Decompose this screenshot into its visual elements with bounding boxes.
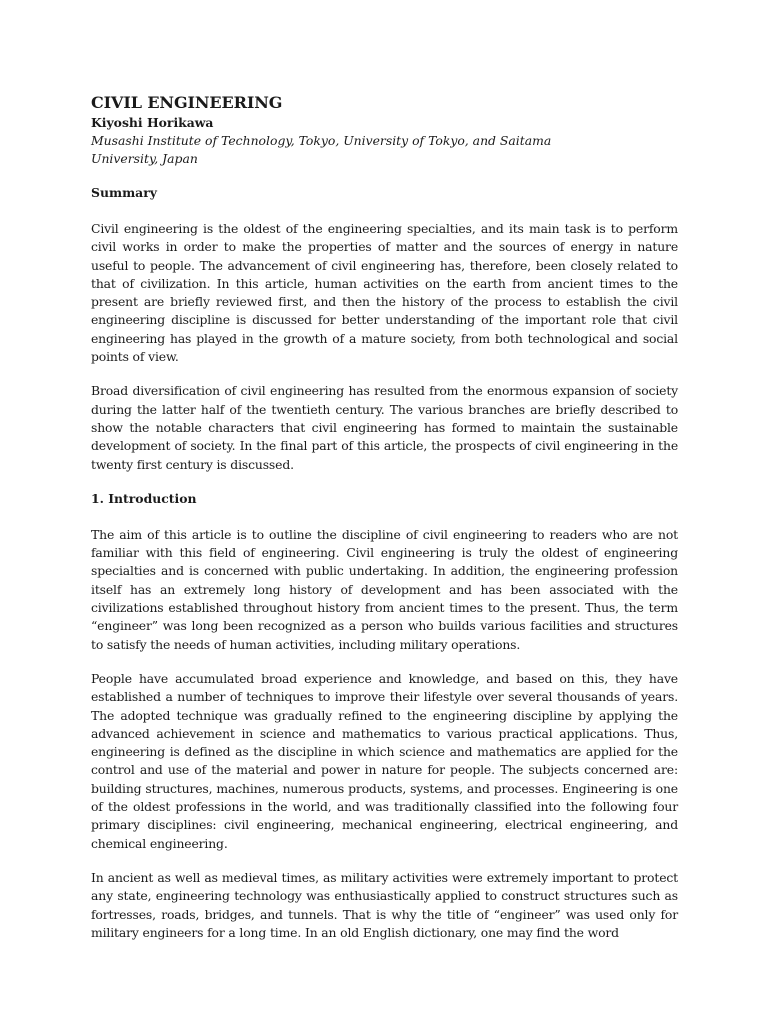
author-name: Kiyoshi Horikawa bbox=[91, 115, 214, 130]
intro-paragraph: The aim of this article is to outline the discipline of civil engineering to readers who are not familiar with this field of engineering. Civil engineering is truly the oldest of engineering specialties and is concerned with public undertaking. In addition, the engineering profession itself has an extremely long history of development and has been associated with the civilizations established throughout history from ancient times to the present. Thus, the term “engineer” was long been recognized as a person who builds various facilities and structures to satisfy the needs of human activities, including military operations. bbox=[91, 526, 678, 652]
introduction-heading: 1. Introduction bbox=[91, 490, 197, 506]
intro-paragraph: People have accumulated broad experience and knowledge, and based on this, they have established a number of techniques to improve their lifestyle over several thousands of years. The adopted technique was gradually refined to the engineering discipline by applying the advanced achievement in science and mathematics to various practical applications. Thus, engineering is defined as the discipline in which science and mathematics are applied for the control and use of the material and power in nature for people. The subjects concerned are: building structures, machines, numerous products, systems, and processes. Engineering is one of the oldest professions in the world, and was traditionally classified into the following four primary disciplines: civil engineering, mechanical engineering, electrical engineering, and chemical engineering. bbox=[91, 670, 678, 851]
summary-paragraph: Broad diversification of civil engineering has resulted from the enormous expansion of society during the latter half of the twentieth century. The various branches are briefly described to show the notable characters that civil engineering has formed to maintain the sustainable development of society. In the final part of this article, the prospects of civil engineering in the twenty first century is discussed. bbox=[91, 383, 678, 472]
intro-paragraph: In ancient as well as medieval times, as military activities were extremely important to protect any state, engineering technology was enthusiastically applied to construct structures such as fortresses, roads, bridges, and tunnels. That is why the title of “engineer” was used only for military engineers for a long time. In an old English dictionary, one may find the word bbox=[91, 869, 678, 940]
summary-heading: Summary bbox=[91, 185, 157, 200]
document-body bbox=[91, 92, 678, 942]
document-title: CIVIL ENGINEERING bbox=[91, 93, 283, 112]
summary-paragraph: Civil engineering is the oldest of the engineering specialties, and its main task is to perform civil works in order to make the properties of matter and the sources of energy in nature useful to people. The advancement of civil engineering has, therefore, been closely related to that of civilization. In this article, human activities on the earth from ancient times to the present are briefly reviewed first, and then the history of the process to establish the civil engineering discipline is discussed for better understanding of the important role that civil engineering has played in the growth of a mature society, from both technological and social points of view. bbox=[91, 221, 678, 365]
author-affiliation: Musashi Institute of Technology, Tokyo, University of Tokyo, and Saitama University, Japan bbox=[91, 133, 552, 166]
